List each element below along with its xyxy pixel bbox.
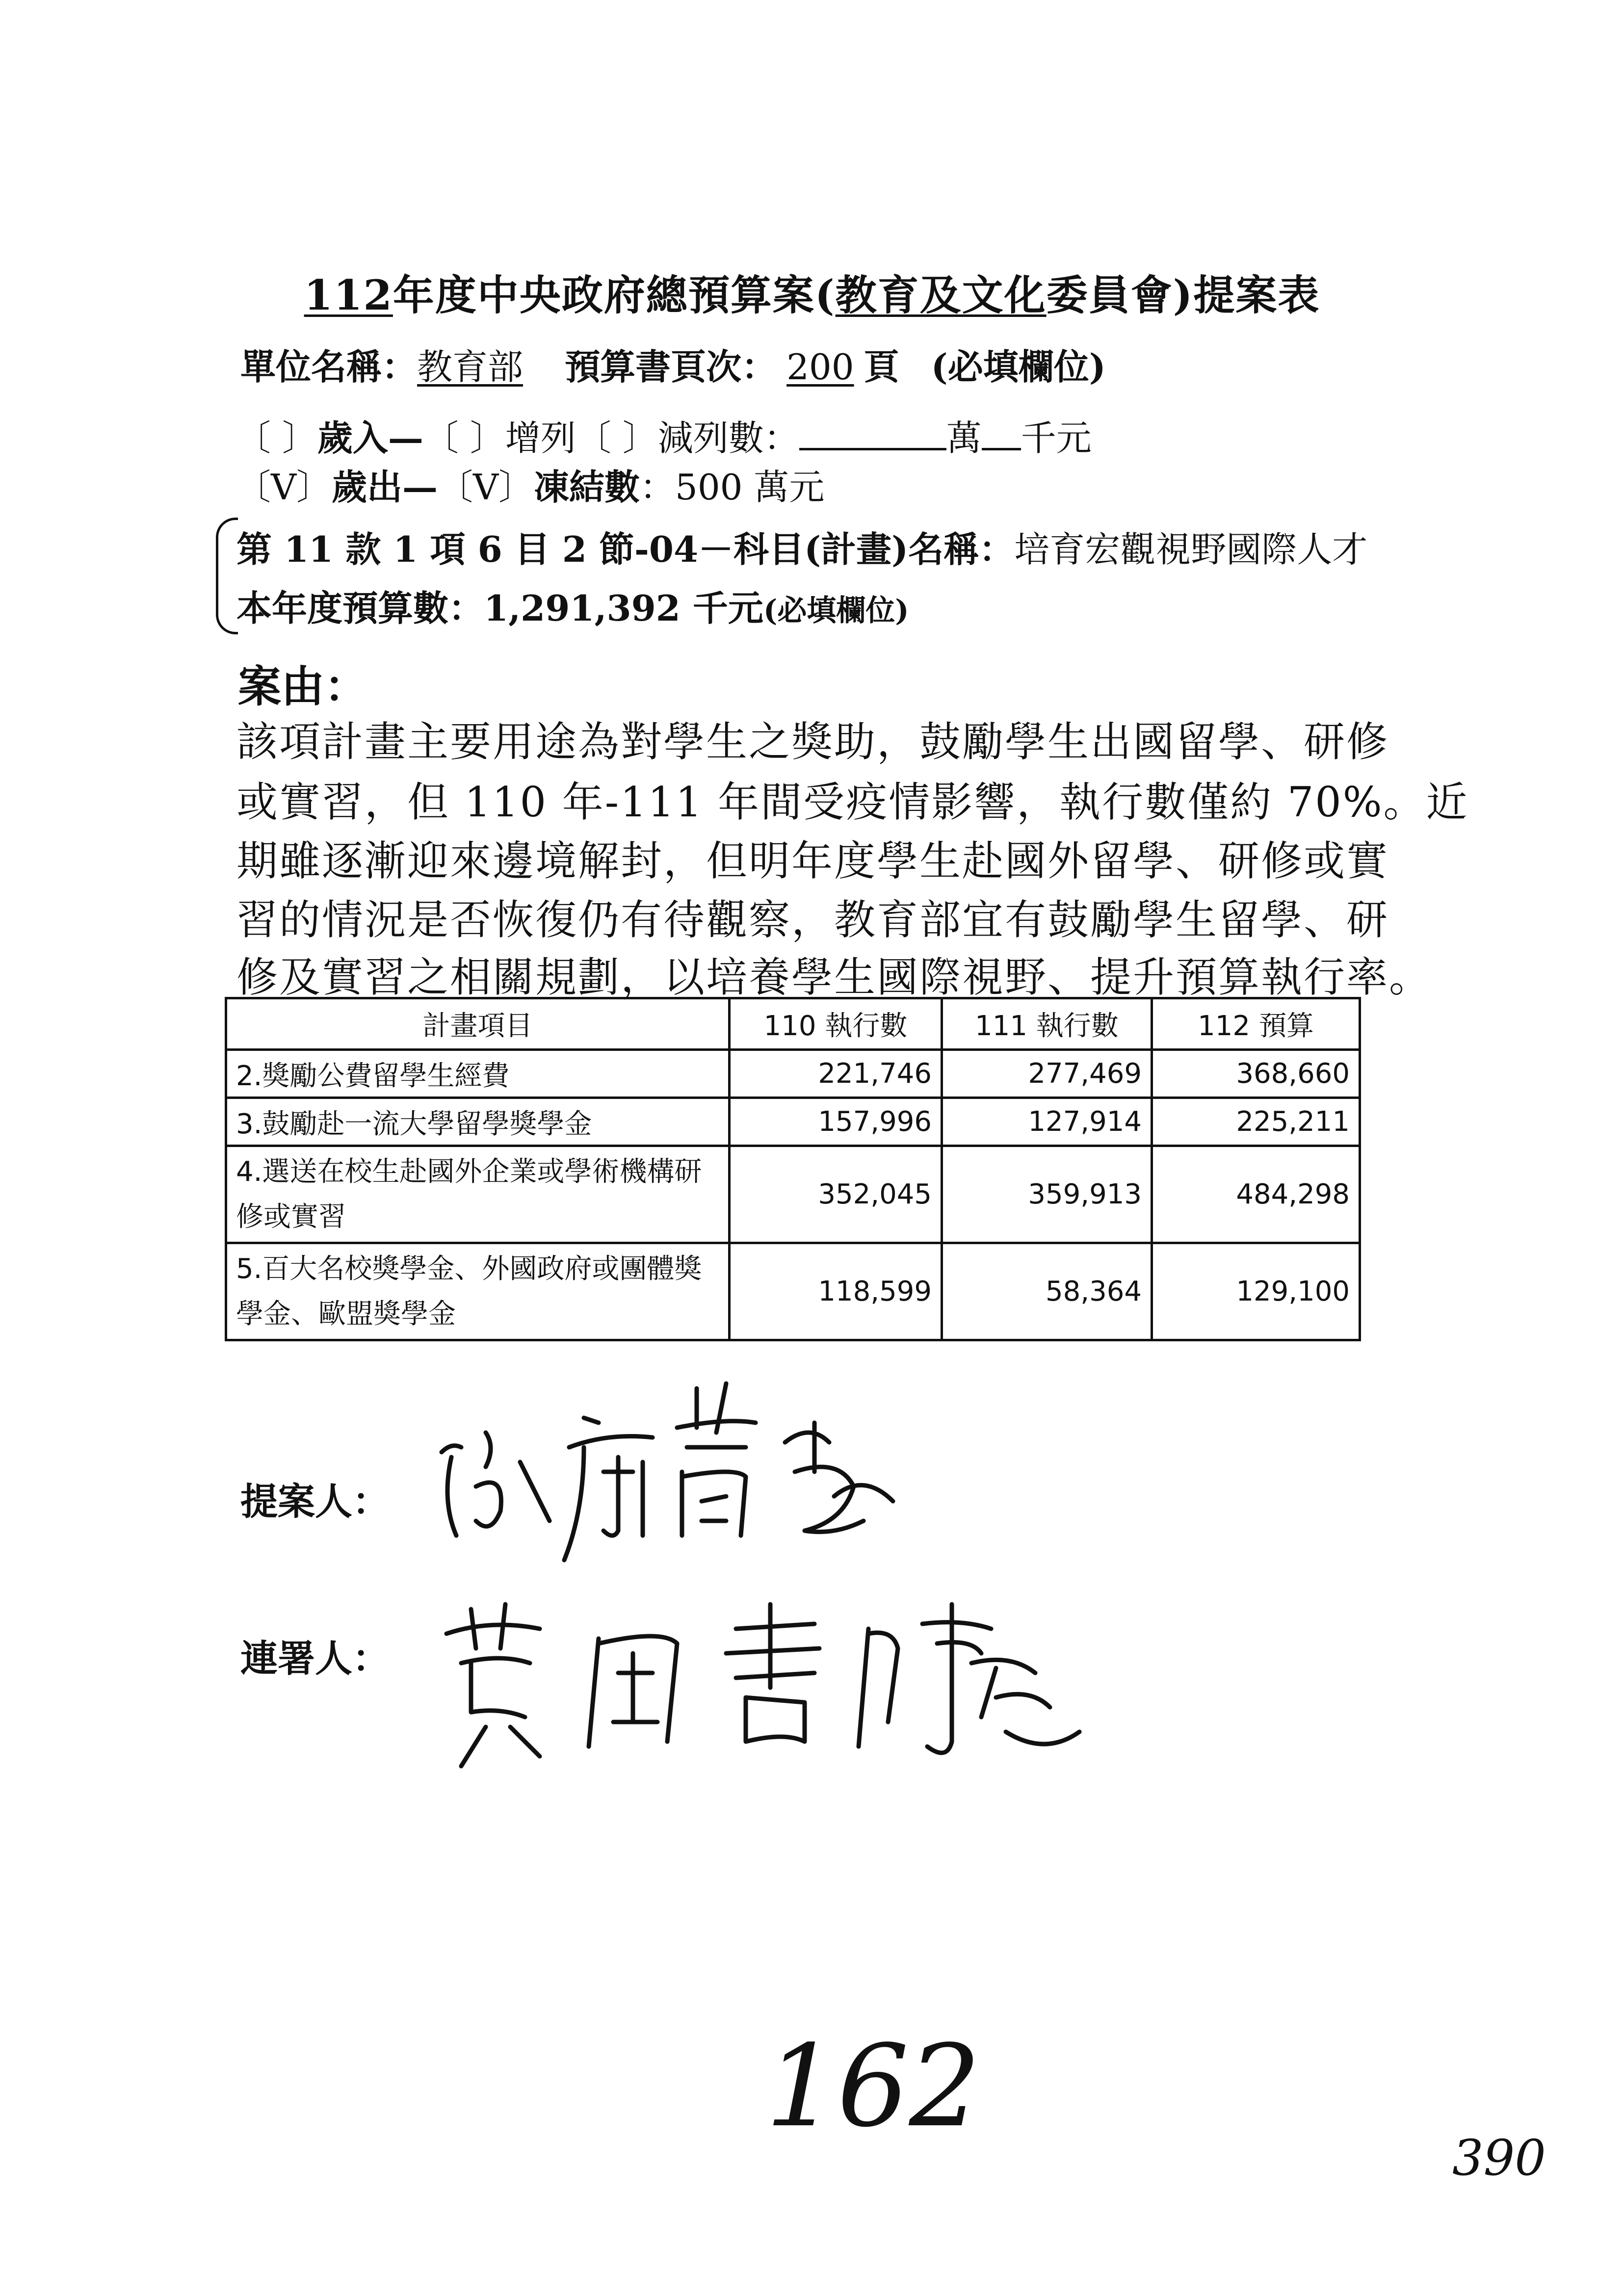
header-112: 112 預算 (1152, 998, 1360, 1050)
title-committee: 教育及文化 (835, 271, 1047, 319)
reason-line: 或實習，但 110 年-111 年間受疫情影響，執行數僅約 70%。近 (236, 778, 1469, 826)
cosigner-signatures (432, 1585, 1119, 1791)
subject-value: 培育宏觀視野國際人才 (1014, 529, 1368, 570)
revenue-line (236, 410, 1092, 461)
handwritten-page-number: 162 (765, 2021, 981, 2152)
freeze-checkbox[interactable]: 〔V〕 (438, 467, 534, 508)
freeze-value: ：500 萬元 (640, 467, 825, 508)
unit-wan: 萬 (946, 417, 982, 459)
amount-blank[interactable] (799, 420, 946, 450)
revenue-label: 歲入— (317, 417, 423, 459)
budget-table (225, 997, 1361, 1341)
reason-line: 期雖逐漸迎來邊境解封，但明年度學生赴國外留學、研修或實 (236, 837, 1389, 885)
page-unit: 頁 (864, 346, 899, 388)
cell-112: 368,660 (1152, 1050, 1360, 1098)
cell-110: 221,746 (730, 1050, 942, 1098)
unit-line (240, 339, 1106, 390)
required-note: (必填欄位) (931, 346, 1106, 388)
table-header-row (226, 998, 1360, 1050)
cell-item: 3.鼓勵赴一流大學留學獎學金 (226, 1098, 730, 1146)
freeze-label: 凍結數 (534, 466, 640, 508)
unit-label: 單位名稱： (240, 346, 418, 388)
revenue-checkbox[interactable]: 〔 〕 (236, 417, 317, 459)
increase-label: 增列 (505, 417, 576, 459)
expense-label: 歲出— (332, 466, 438, 508)
cell-111: 58,364 (942, 1243, 1152, 1340)
table-row (226, 1243, 1360, 1340)
unit-thousand: 千元 (1021, 417, 1092, 459)
reason-label: 案由： (238, 661, 368, 712)
cell-112: 129,100 (1152, 1243, 1360, 1340)
cell-111: 359,913 (942, 1146, 1152, 1243)
table-row (226, 1146, 1360, 1243)
budget-label: 本年度預算數：1,291,392 千元 (236, 587, 763, 629)
header-111: 111 執行數 (942, 998, 1152, 1050)
decrease-checkbox[interactable]: 〔 〕 (576, 417, 658, 459)
reason-line: 修及實習之相關規劃，以培養學生國際視野、提升預算執行率。 (236, 953, 1432, 1001)
thousand-blank[interactable] (982, 420, 1021, 450)
cell-110: 118,599 (730, 1243, 942, 1340)
header-110: 110 執行數 (730, 998, 942, 1050)
expense-checkbox[interactable]: 〔V〕 (236, 467, 332, 508)
required-note-2: (必填欄位) (763, 594, 909, 628)
cell-112: 484,298 (1152, 1146, 1360, 1243)
bracket-decoration (216, 518, 238, 634)
cell-110: 157,996 (730, 1098, 942, 1146)
table-row (226, 1050, 1360, 1098)
cell-110: 352,045 (730, 1146, 942, 1243)
cell-item: 4.選送在校生赴國外企業或學術機構研修或實習 (226, 1146, 730, 1243)
handwritten-corner-number: 390 (1452, 2129, 1546, 2187)
proposer-label: 提案人： (240, 1480, 390, 1523)
cosigner-label: 連署人： (240, 1637, 390, 1680)
increase-checkbox[interactable]: 〔 〕 (423, 417, 505, 459)
reason-line: 該項計畫主要用途為對學生之獎助，鼓勵學生出國留學、研修 (236, 718, 1389, 766)
title-year: 112 (304, 271, 393, 319)
cell-item: 5.百大名校獎學金、外國政府或團體獎學金、歐盟獎學金 (226, 1243, 730, 1340)
budget-line (236, 580, 909, 631)
cell-111: 127,914 (942, 1098, 1152, 1146)
reason-line: 習的情況是否恢復仍有待觀察，教育部宜有鼓勵學生留學、研 (236, 896, 1389, 944)
expense-line (236, 459, 824, 510)
cell-111: 277,469 (942, 1050, 1152, 1098)
title-part1: 年度中央政府總預算案( (393, 271, 836, 319)
subject-label: 第 11 款 1 項 6 目 2 節-04－科目(計畫)名稱： (236, 528, 1015, 570)
header-item: 計畫項目 (226, 998, 730, 1050)
cell-112: 225,211 (1152, 1098, 1360, 1146)
title-part2: 委員會)提案表 (1046, 271, 1320, 319)
subject-line (236, 521, 1367, 572)
table-row (226, 1098, 1360, 1146)
proposer-signature (422, 1374, 913, 1580)
decrease-label: 減列數： (657, 417, 799, 459)
cell-item: 2.獎勵公費留學生經費 (226, 1050, 730, 1098)
unit-value: 教育部 (417, 346, 524, 388)
page-label: 預算書頁次： (565, 346, 777, 388)
page-title (0, 262, 1624, 322)
page-value: 200 (786, 346, 854, 388)
